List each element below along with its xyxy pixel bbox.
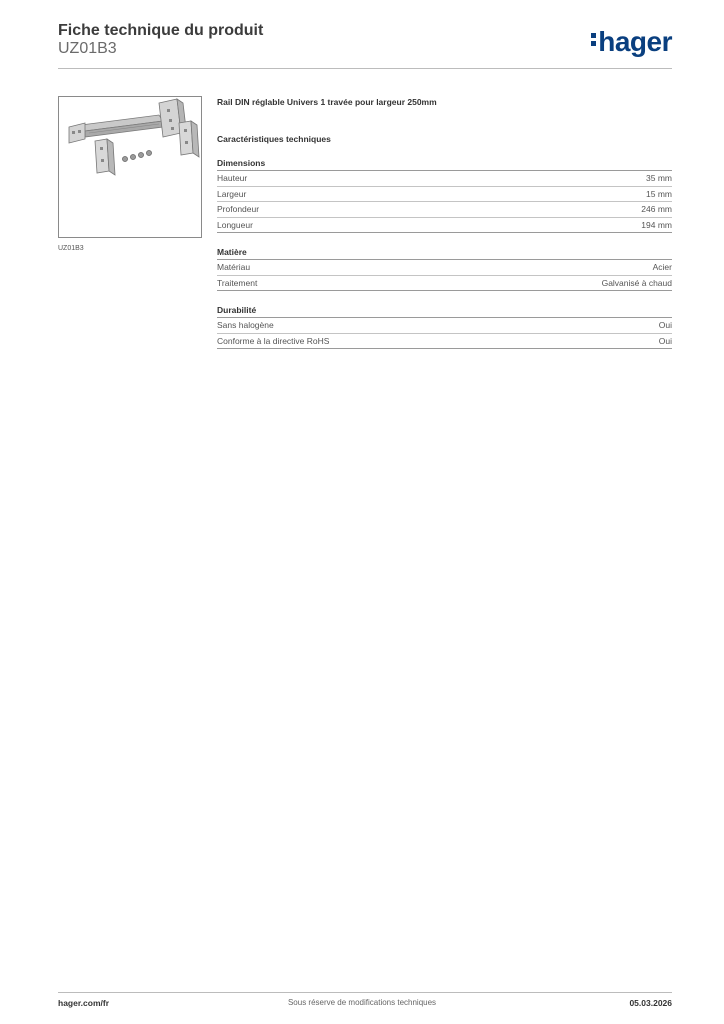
spec-value: Oui: [658, 335, 672, 346]
spec-table: [217, 318, 672, 349]
spec-value: 246 mm: [641, 204, 672, 214]
spec-label: Conforme à la directive RoHS: [217, 335, 330, 346]
product-description: Rail DIN réglable Univers 1 travée pour largeur 250mm: [217, 97, 437, 107]
spec-value: Oui: [658, 320, 672, 330]
spec-row: [217, 276, 672, 292]
spec-row: [217, 318, 672, 334]
section-dimensions: [217, 158, 672, 233]
hager-logo: [591, 26, 672, 58]
spec-value: 35 mm: [646, 173, 672, 183]
section-durabilite: [217, 305, 672, 349]
spec-value: 194 mm: [641, 219, 672, 230]
spec-label: Traitement: [217, 277, 258, 288]
spec-row: [217, 202, 672, 218]
product-content: [217, 97, 672, 349]
spec-row: [217, 260, 672, 276]
section-title: Dimensions: [217, 158, 672, 171]
section-title: Matière: [217, 247, 672, 260]
spec-row: [217, 334, 672, 350]
logo-text: hager: [598, 26, 672, 57]
footer-divider: [58, 992, 672, 993]
spec-value: Acier: [652, 262, 672, 272]
spec-label: Largeur: [217, 188, 247, 199]
logo-colon-icon: [591, 30, 596, 49]
spec-label: Matériau: [217, 262, 251, 272]
spec-label: Sans halogène: [217, 320, 274, 330]
page-title: Fiche technique du produit: [58, 22, 264, 39]
image-caption: UZ01B3: [58, 245, 84, 252]
section-matiere: [217, 247, 672, 291]
header-divider: [58, 68, 672, 69]
footer-date: 05.03.2026: [629, 998, 672, 1008]
spec-row: [217, 171, 672, 187]
spec-table: [217, 260, 672, 291]
spec-label: Hauteur: [217, 173, 248, 183]
section-title: Durabilité: [217, 305, 672, 318]
footer-website-link[interactable]: hager.com/fr: [58, 998, 110, 1008]
spec-row: [217, 187, 672, 203]
spec-value: 15 mm: [646, 188, 672, 199]
din-rail-illustration: [59, 97, 201, 237]
spec-label: Profondeur: [217, 204, 260, 214]
spec-table: [217, 171, 672, 233]
spec-row: [217, 218, 672, 234]
product-reference: UZ01B3: [58, 40, 117, 57]
spec-label: Longueur: [217, 219, 253, 230]
product-image: [58, 96, 202, 238]
technical-characteristics-heading: Caractéristiques techniques: [217, 134, 331, 144]
spec-value: Galvanisé à chaud: [601, 277, 672, 288]
footer-disclaimer: Sous réserve de modifications techniques: [287, 998, 437, 1007]
